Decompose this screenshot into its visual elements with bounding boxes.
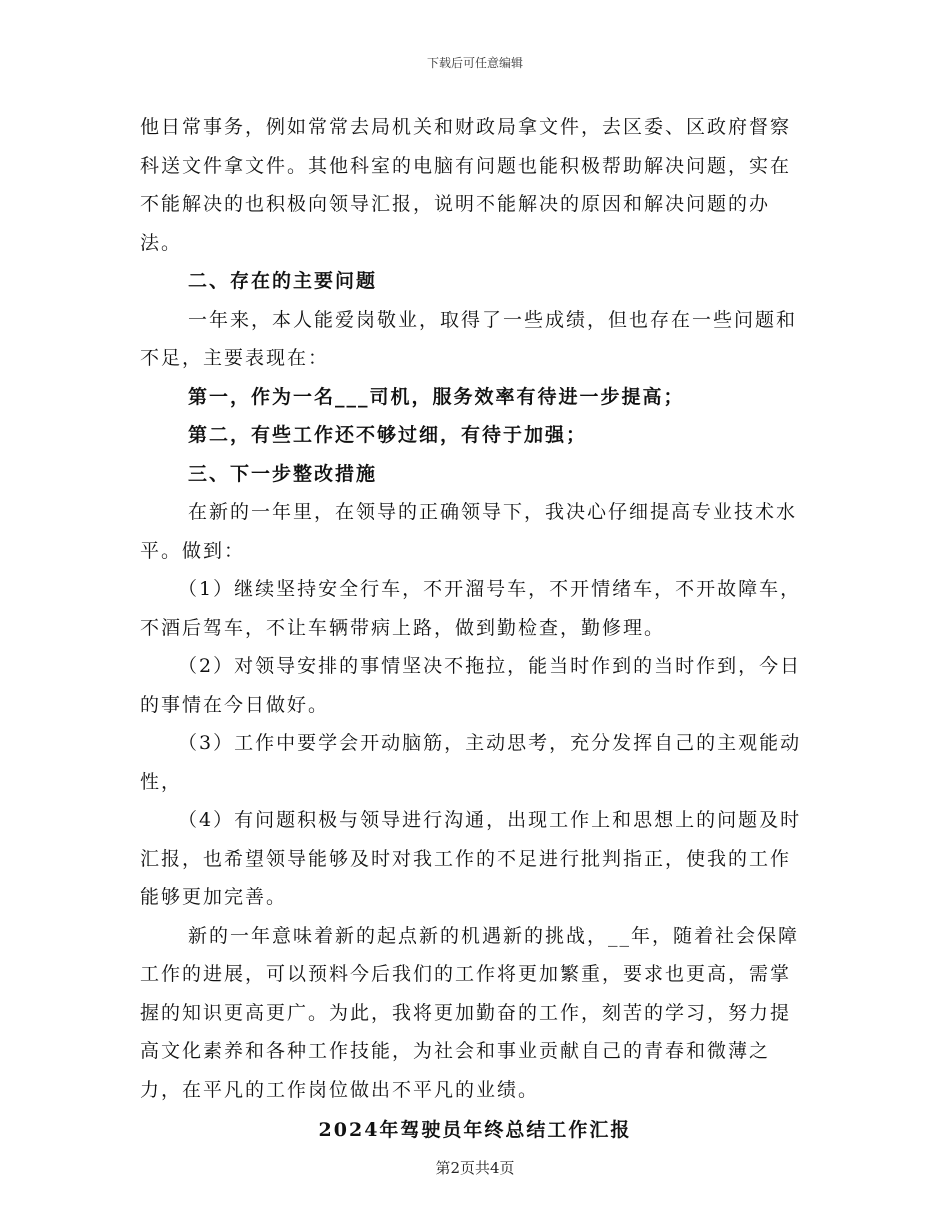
problem-point-2: 第二，有些工作还不够过细，有待于加强；	[188, 424, 588, 446]
section-heading-measures: 三、下一步整改措施	[188, 462, 378, 485]
paragraph-problems-intro: 一年来，本人能爱岗敬业，取得了一些成绩，但也存在一些问题和不足，主要表现在：	[140, 308, 798, 369]
page-number: 第2页共4页	[435, 1159, 515, 1177]
section-heading-problems: 二、存在的主要问题	[188, 270, 378, 292]
paragraph-measures-intro: 在新的一年里，在领导的正确领导下，我决心仔细提高专业技术水平。做到：	[140, 501, 798, 562]
page-header: 下载后可任意编辑	[426, 56, 523, 70]
measure-item-1: （1）继续坚持安全行车，不开溜号车，不开情绪车，不开故障车，不酒后驾车，不让车辆带病上路，做到勤检查，勤修理。	[140, 578, 802, 639]
measure-item-3: （3）工作中要学会开动脑筋，主动思考，充分发挥自己的主观能动性，	[140, 732, 802, 793]
paragraph-daily-affairs: 他日常事务，例如常常去局机关和财政局拿文件，去区委、区政府督察科送文件拿文件。其他科室的电脑有问题也能积极帮助解决问题，实在不能解决的也积极向领导汇报，说明不能解决的原因和解决问题的办法。	[140, 116, 792, 254]
measure-item-2: （2）对领导安排的事情坚决不拖拉，能当时作到的当时作到，今日的事情在今日做好。	[140, 655, 802, 716]
measure-item-4: （4）有问题积极与领导进行沟通，出现工作上和思想上的问题及时汇报，也希望领导能够及时对我工作的不足进行批判指正，使我的工作能够更加完善。	[140, 809, 802, 908]
paragraph-new-year: 新的一年意味着新的起点新的机遇新的挑战，__年，随着社会保障工作的进展，可以预料今后我们的工作将更加繁重，要求也更高，需掌握的知识更高更广。为此，我将更加勤奋的工作，刻苦的学习，努力提高文化素养和各种工作技能，为社会和事业贡献自己的青春和微薄之力，在平凡的工作岗位做出不平凡的业绩。	[140, 924, 800, 1101]
problem-point-1: 第一，作为一名___司机，服务效率有待进一步提高；	[188, 385, 685, 408]
next-document-title: 2024年驾驶员年终总结工作汇报	[318, 1119, 632, 1141]
document-body	[140, 108, 810, 1150]
